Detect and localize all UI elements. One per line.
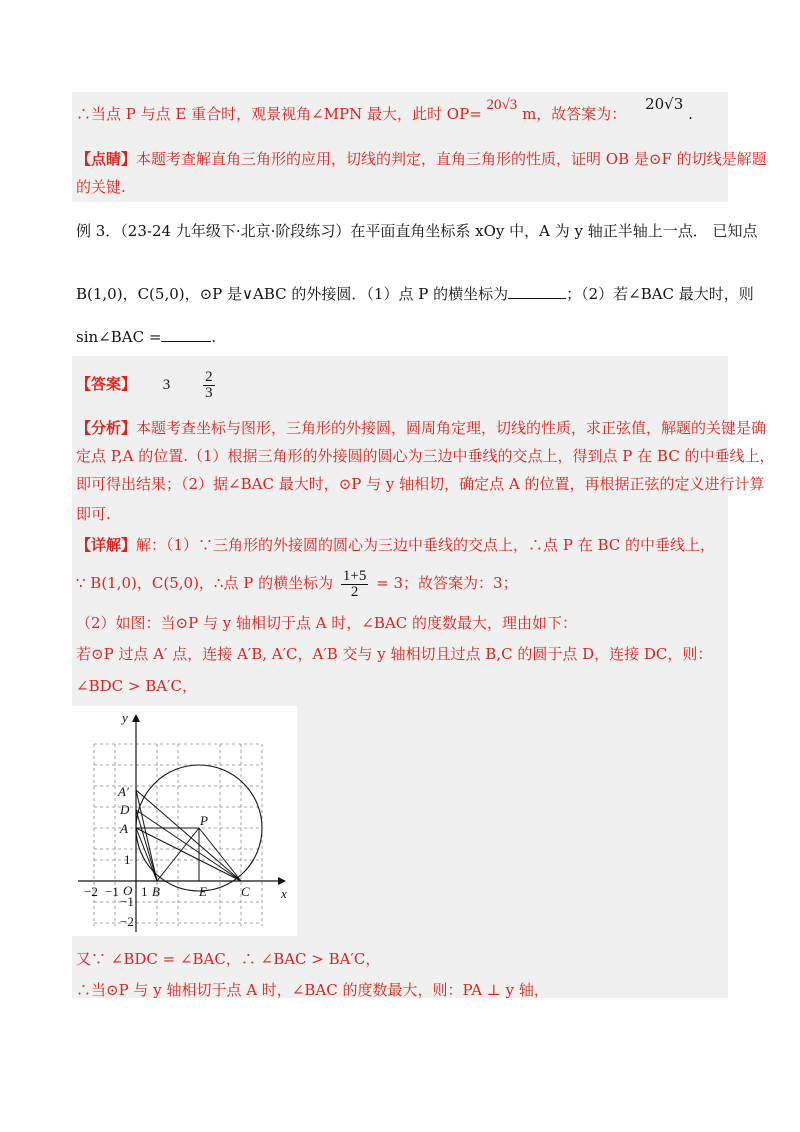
label-d: D — [120, 802, 130, 817]
detail-line-3 — [76, 612, 728, 634]
label-e: E — [199, 884, 207, 899]
detail-line-6 — [76, 948, 728, 970]
axes — [78, 716, 284, 932]
label-x-axis: x — [281, 886, 287, 901]
label-y-axis: y — [122, 710, 128, 725]
comment-text-2: 的关键. — [76, 178, 126, 196]
detail-text-3: （2）如图：当⊙P 与 y 轴相切于点 A 时，∠BAC 的度数最大，理由如下： — [76, 614, 578, 632]
answer-value-1: 3 — [162, 377, 171, 393]
label-p: P — [200, 813, 208, 828]
analysis-text-4: 即可. — [76, 505, 111, 523]
final-answer-period: . — [688, 105, 693, 123]
example-text-c: sin∠BAC = — [76, 328, 162, 346]
solution-tail-line — [76, 95, 728, 126]
example-line-2 — [76, 283, 754, 305]
tick-y-1: 1 — [124, 852, 131, 867]
detail-text-1: 解：（1）∵三角形的外接圆的圆心为三边中垂线的交点上，∴点 P 在 BC 的中垂线上， — [136, 536, 716, 554]
detail-label: 【详解】 — [76, 536, 137, 554]
analysis-label: 【分析】 — [76, 419, 137, 437]
answer-label: 【答案】 — [76, 375, 137, 393]
tick-y-neg2: −2 — [120, 914, 134, 929]
analysis-text-3: 即可得出结果；（2）据∠BAC 最大时，⊙P 与 y 轴相切，确定点 A 的位置，再根据正弦的定义进行计算 — [76, 475, 765, 493]
answer-line — [76, 366, 728, 402]
comment-line-2 — [76, 176, 728, 198]
example-prefix: 例 3．（23-24 九年级下·北京·阶段练习）在平面直角坐标系 xOy 中，A 为 y 轴正半轴上一点． 已知点 — [76, 222, 758, 240]
detail-text-7: ∴当⊙P 与 y 轴相切于点 A 时，∠BAC 的度数最大，则：PA ⊥ y 轴， — [76, 981, 549, 999]
example-line-3: sin∠BAC = . — [76, 328, 217, 346]
label-c: C — [241, 884, 250, 899]
label-origin: O — [123, 883, 133, 898]
detail-fraction-den: 2 — [350, 583, 359, 600]
analysis-line-4 — [76, 503, 728, 525]
detail-line-7 — [76, 979, 728, 1001]
detail-line-1 — [76, 534, 728, 556]
label-a: A — [120, 821, 128, 836]
tick-y-neg1: −1 — [120, 894, 134, 909]
triangle-lines — [136, 790, 241, 881]
detail-text-5: ∠BDC > BA′C， — [76, 677, 197, 695]
label-a-prime: A′ — [118, 784, 129, 799]
final-answer-value: 20√3 — [645, 95, 684, 113]
comment-text-1: 本题考查解直角三角形的应用，切线的判定，直角三角形的性质，证明 OB 是⊙F 的切线是解题 — [136, 150, 767, 168]
analysis-line-2 — [76, 445, 775, 467]
analysis-text-2: 定点 P,A 的位置.（1）根据三角形的外接圆的圆心为三边中垂线的交点上，得到点 P 在 BC 的中垂线上， — [76, 447, 775, 465]
example-text-a: B(1,0)，C(5,0)，⊙P 是∨ABC 的外接圆．（1）点 P 的横坐标为 — [76, 285, 509, 303]
analysis-line-1 — [76, 417, 767, 439]
y-axis-arrow — [132, 714, 140, 722]
detail-text-4: 若⊙P 过点 A′ 点，连接 A′B, A′C，A′B 交与 y 轴相切且过点 B,C 的圆于点 D，连接 DC，则： — [76, 645, 713, 663]
comment-line-1 — [76, 148, 767, 170]
comment-label: 【点睛】 — [76, 150, 137, 168]
x-axis-arrow — [278, 877, 286, 885]
answer-fraction-num: 2 — [205, 368, 213, 385]
detail-fraction-num: 1+5 — [342, 567, 367, 584]
answer-fraction-den: 3 — [205, 384, 213, 401]
example-line-1 — [76, 220, 758, 242]
op-value: 20√3 — [486, 97, 518, 113]
solution-tail-text-after: m，故答案为： — [522, 105, 627, 123]
detail-text-2b: = 3；故答案为：3； — [376, 574, 518, 592]
detail-text-6: 又∵ ∠BDC = ∠BAC，∴ ∠BAC > BA′C， — [76, 950, 381, 968]
example-text-b: ；（2）若∠BAC 最大时，则 — [566, 285, 754, 303]
detail-text-2a: ∵ B(1,0)，C(5,0)，∴点 P 的横坐标为 — [76, 574, 334, 592]
detail-fraction — [341, 569, 368, 600]
answer-blank-1 — [508, 284, 566, 299]
tick-x-neg2: −2 — [84, 884, 98, 899]
tick-x-neg1: −1 — [105, 884, 119, 899]
detail-line-5 — [76, 675, 728, 697]
label-b: B — [152, 884, 160, 899]
answer-fraction — [203, 370, 215, 401]
answer-blank-2 — [161, 327, 211, 342]
analysis-text-1: 本题考查坐标与图形，三角形的外接圆，圆周角定理，切线的性质，求正弦值，解题的关键是确 — [136, 419, 767, 437]
detail-line-4 — [76, 643, 728, 665]
solution-tail-text: ∴当点 P 与点 E 重合时，观景视角∠MPN 最大，此时 OP= — [76, 105, 482, 123]
analysis-line-3 — [76, 473, 765, 495]
geometry-figure — [72, 706, 297, 936]
tick-x-1: 1 — [141, 884, 148, 899]
detail-line-2 — [76, 566, 728, 600]
